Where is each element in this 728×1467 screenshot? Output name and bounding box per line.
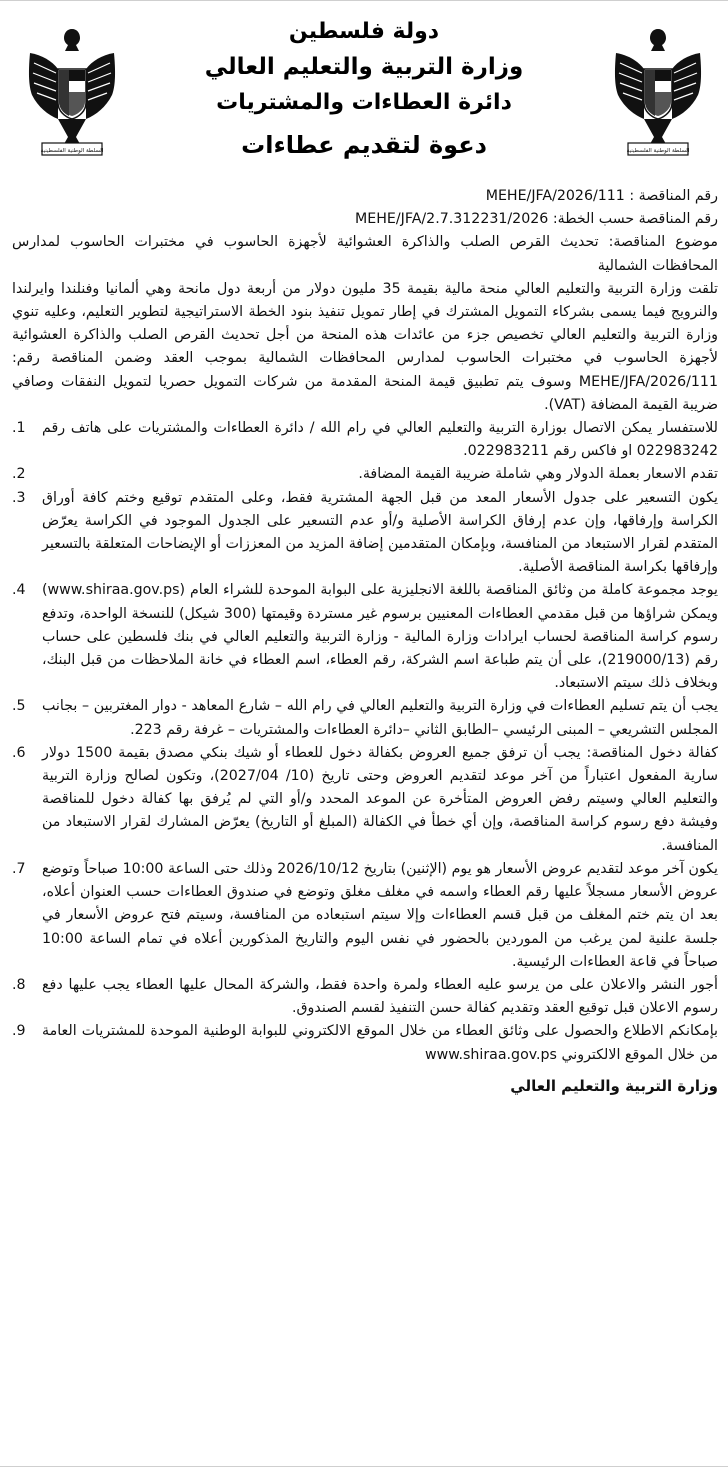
tender-number: MEHE/JFA/2026/111 <box>485 188 625 204</box>
svg-text:السلطة الوطنية الفلسطينية: السلطة الوطنية الفلسطينية <box>626 148 690 154</box>
item-number: .2 <box>12 466 26 483</box>
call-for-tenders-title: دعوة لتقديم عطاءات <box>241 131 487 159</box>
signature: وزارة التربية والتعليم العالي <box>510 1076 718 1095</box>
palestine-eagle-emblem-icon <box>28 23 116 163</box>
item-number: .5 <box>12 698 26 715</box>
item-number: .1 <box>12 420 26 437</box>
item-number: .8 <box>12 976 26 993</box>
intro-paragraph: تلقت وزارة التربية والتعليم العالي منحة مالية بقيمة 35 مليون دولار من أربعة دول مانحة وهي ألمانيا وفنلندا وايرلندا والنرويج فيما يسمى بشركاء التمويل المشترك في إطار تمويل تنفيذ بنود الخطة الاستراتيجية لتطوير التعليم، وعليه تنوي وزارة التربية والتعليم العالي تخصيص جزء من عائدات هذه المنحة من أجل تحديث القرص الصلب والذاكرة العشوائية لأجهزة الحاسوب في مختبرات الحاسوب لمدارس المحافظات الشمالية بموجب العقد وضمن المناقصة رقم: MEHE/JFA/2026/111 وسوف يتم تطبيق قيمة المنحة المقدمة من شركات التمويل حصريا لتمويل النفقات وصافي ضريبة القيمة المضافة (VAT). <box>12 280 718 413</box>
list-item <box>12 579 718 695</box>
item-text: تقدم الاسعار بعملة الدولار وهي شاملة ضريبة القيمة المضافة. <box>358 466 718 483</box>
item-text: للاستفسار يمكن الاتصال بوزارة التربية والتعليم العالي في رام الله / دائرة العطاءات والمشتريات على هاتف رقم 022983242 او فاكس رقم 022983211. <box>42 420 718 460</box>
conditions-list <box>12 417 718 1067</box>
plan-number: MEHE/JFA/2.7.312231/2026 <box>355 211 549 228</box>
item-number: .6 <box>12 744 26 761</box>
list-item <box>12 858 718 974</box>
department-title: دائرة العطاءات والمشتريات <box>216 90 512 115</box>
item-text: يكون التسعير على جدول الأسعار المعد من قبل الجهة المشترية فقط، وعلى المتقدم توقيع وختم كافة أوراق الكراسة وإرفاقها، وإن عدم إرفاق الكراسة الأصلية و/أو عدم التسعير على الجدول الموجود في الكراسة يعرّض المتقدم لقرار الاستبعاد من المنافسة، وبإمكان المتقدمين إضافة المزيد من المعززات أو الإيضاحات المتعلقة بالتسعير وإرفاقها بكراسة المناقصة الأصلية. <box>42 489 718 576</box>
item-text: أجور النشر والاعلان على من يرسو عليه العطاء ولمرة واحدة فقط، والشركة المحال عليها العطاء يجب عليها دفع رسوم الاعلان قبل توقيع العقد وتقديم كفالة حسن التنفيذ لقسم الصندوق. <box>42 976 718 1017</box>
ministry-title: وزارة التربية والتعليم العالي <box>204 54 524 80</box>
list-item <box>12 742 718 858</box>
item-text: يجب أن يتم تسليم العطاءات في وزارة التربية والتعليم العالي في رام الله – شارع المعاهد - دوار المغتربين – بجانب المجلس التشريعي – المبنى الرئيسي –الطابق الثاني –دائرة العطاءات والمشتريات – غرفة رقم 223. <box>42 698 718 738</box>
list-item <box>12 463 718 486</box>
tender-number-line <box>12 185 718 208</box>
plan-number-label: رقم المناقصة حسب الخطة: <box>552 211 718 228</box>
item-text: بإمكانكم الاطلاع والحصول على وثائق العطاء من خلال الموقع الالكتروني للبوابة الوطنية الموحدة للمشتريات العامة من خلال الموقع الالكتروني www.shiraa.gov.ps <box>42 1023 718 1063</box>
item-number: .3 <box>12 489 26 506</box>
state-title: دولة فلسطين <box>288 19 440 44</box>
tender-number-label: رقم المناقصة : <box>629 188 718 204</box>
item-number: .9 <box>12 1023 26 1040</box>
item-text: كفالة دخول المناقصة: يجب أن ترفق جميع العروض بكفالة دخول للعطاء أو شيك بنكي مصدق بقيمة 1500 دولار سارية المفعول اعتباراً من آخر موعد لتقديم العروض وحتى تاريخ (10/ 2027/04)، وتكون لصالح وزارة التربية والتعليم العالي وسيتم رفض العروض المتأخرة عن الموعد المحدد و/أو التي لم يُرفق بها كفالة دخول للمناقصة وفيشة دفع رسوم كراسة المناقصة، وإن أي خطأ في الكفالة (المبلغ أو التاريخ) يعرّض المشارك لقرار الاستبعاد من المنافسة. <box>42 744 719 854</box>
list-item <box>12 695 718 741</box>
list-item <box>12 974 718 1020</box>
palestine-eagle-emblem-icon <box>614 23 702 163</box>
item-number: .4 <box>12 582 26 599</box>
header-titles <box>150 15 578 165</box>
item-number: .7 <box>12 860 26 877</box>
list-item <box>12 417 718 463</box>
announcement-body <box>12 185 718 1098</box>
header <box>0 1 728 181</box>
item-text: يكون آخر موعد لتقديم عروض الأسعار هو يوم (الإثنين) بتاريخ 2026/10/12 وذلك حتى الساعة 10:00 صباحاً وتوضع عروض الأسعار مسجلاً عليها رقم العطاء واسمه في مغلف مغلق وتوضع في صندوق العطاءات حسب العنوان أعلاه، بعد ان يتم ختم المغلف من قبل قسم العطاءات وإلا سيتم استبعاده من المنافسة، وسيتم فتح عروض الأسعار في جلسة علنية لمن يرغب من الموردين بالحضور في نفس اليوم والتاريخ المذكورين أعلاه في تمام الساعة 10:00 صباحاً في قاعة العطاءات الرئيسية. <box>42 860 719 970</box>
item-text: يوجد مجموعة كاملة من وثائق المناقصة باللغة الانجليزية على البوابة الموحدة للشراء العام (www.shiraa.gov.ps) ويمكن شراؤها من قبل مقدمي العطاءات المعنيين برسوم غير مستردة وقيمتها (300 شيكل) للنسخة الواحدة، وتدفع رسوم كراسة المناقصة لحساب ايرادات وزارة المالية - وزارة التربية والتعليم العالي في بنك فلسطين على حساب رقم (219000/13)، على أن يتم طباعة اسم الشركة، رقم العطاء، اسم العطاء في خانة الملاحظات من قبل البنك، وبخلاف ذلك سيتم الاستبعاد. <box>42 582 719 692</box>
list-item <box>12 1020 718 1066</box>
svg-text:السلطة الوطنية الفلسطينية: السلطة الوطنية الفلسطينية <box>40 148 104 154</box>
list-item <box>12 487 718 580</box>
plan-number-line <box>12 208 718 231</box>
tender-subject: موضوع المناقصة: تحديث القرص الصلب والذاكرة العشوائية لأجهزة الحاسوب في مختبرات الحاسوب لمدارس المحافظات الشمالية <box>12 234 718 274</box>
